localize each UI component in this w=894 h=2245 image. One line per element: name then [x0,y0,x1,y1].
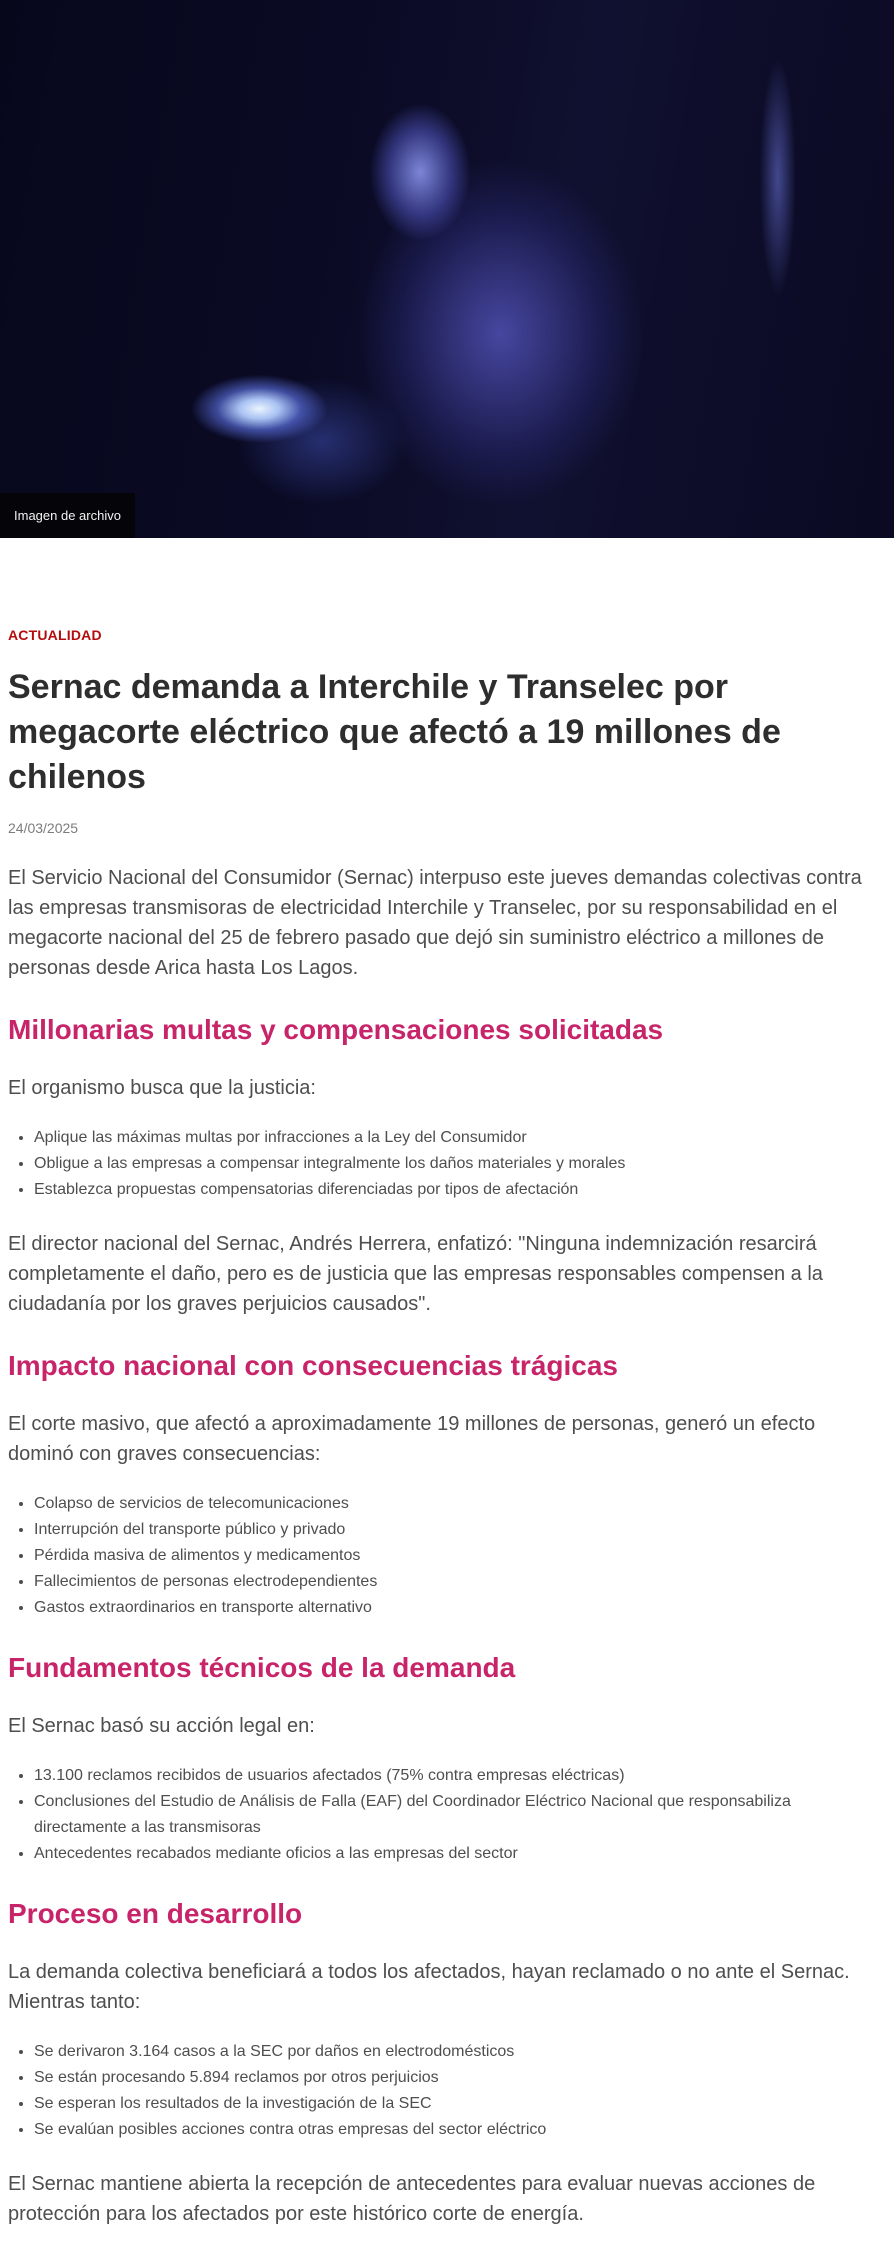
list-item: • Obligue a las empresas a compensar integralmente los daños materiales y morales [34,1151,886,1177]
list-item: • Interrupción del transporte público y privado [34,1517,886,1543]
list-item: • Establezca propuestas compensatorias diferenciadas por tipos de afectación [34,1177,886,1203]
article-date: 24/03/2025 [8,820,79,836]
list-item: • Pérdida masiva de alimentos y medicamentos [34,1543,886,1569]
list-item: • 13.100 reclamos recibidos de usuarios afectados (75% contra empresas eléctricas) [34,1763,886,1789]
article-title: Sernac demanda a Interchile y Transelec por megacorte eléctrico que afectó a 19 millones de chilenos [8,668,781,796]
bullet-list [8,1763,886,1867]
image-caption: Imagen de archivo [0,493,135,538]
section-heading: Proceso en desarrollo [8,1898,303,1929]
section-heading: Fundamentos técnicos de la demanda [8,1652,516,1683]
list-item: • Colapso de servicios de telecomunicaciones [34,1491,886,1517]
list-item: • Se evalúan posibles acciones contra otras empresas del sector eléctrico [34,2117,886,2143]
article-hero-image [0,0,894,538]
article-intro-paragraph: El Servicio Nacional del Consumidor (Sernac) interpuso este jueves demandas colectivas contra las empresas transmisoras de electricidad Interchile y Transelec, por su responsabilidad en el megacorte nacional del 25 de febrero pasado que dejó sin suministro eléctrico a millones de personas desde Arica hasta Los Lagos. [8,867,862,979]
article-body [0,538,894,2245]
list-item: • Aplique las máximas multas por infracciones a la Ley del Consumidor [34,1125,886,1151]
section-fundamentos [8,1651,886,1867]
section-closing-paragraph: El director nacional del Sernac, Andrés Herrera, enfatizó: "Ninguna indemnización resarcirá completamente el daño, pero es de justicia que las empresas responsables compensen a la ciudadanía por los graves perjuicios causados". [8,1233,823,1315]
list-item: • Gastos extraordinarios en transporte alternativo [34,1595,886,1621]
list-item: • Conclusiones del Estudio de Análisis de Falla (EAF) del Coordinador Eléctrico Nacional que responsabiliza directamente a las transmisoras [34,1789,886,1841]
section-proceso [8,1897,886,2229]
bullet-list [8,1491,886,1621]
list-item: • Antecedentes recabados mediante oficios a las empresas del sector [34,1841,886,1867]
section-lead-paragraph: El corte masivo, que afectó a aproximadamente 19 millones de personas, generó un efecto dominó con graves consecuencias: [8,1413,816,1465]
section-heading: Millonarias multas y compensaciones solicitadas [8,1014,664,1045]
list-item: • Fallecimientos de personas electrodependientes [34,1569,886,1595]
list-item: • Se esperan los resultados de la investigación de la SEC [34,2091,886,2117]
section-impacto [8,1349,886,1621]
section-lead-paragraph: La demanda colectiva beneficiará a todos los afectados, hayan reclamado o no ante el Sernac. Mientras tanto: [8,1961,850,2013]
section-closing-paragraph: El Sernac mantiene abierta la recepción de antecedentes para evaluar nuevas acciones de protección para los afectados por este histórico corte de energía. [8,2173,816,2225]
list-item: • Se derivaron 3.164 casos a la SEC por daños en electrodomésticos [34,2039,886,2065]
list-item: • Se están procesando 5.894 reclamos por otros perjuicios [34,2065,886,2091]
section-lead-paragraph: El organismo busca que la justicia: [8,1077,316,1099]
section-multas [8,1013,886,1319]
section-lead-paragraph: El Sernac basó su acción legal en: [8,1715,315,1737]
section-heading: Impacto nacional con consecuencias trágicas [8,1350,618,1381]
category-link[interactable]: ACTUALIDAD [8,627,102,643]
bullet-list [8,2039,886,2143]
bullet-list [8,1125,886,1203]
